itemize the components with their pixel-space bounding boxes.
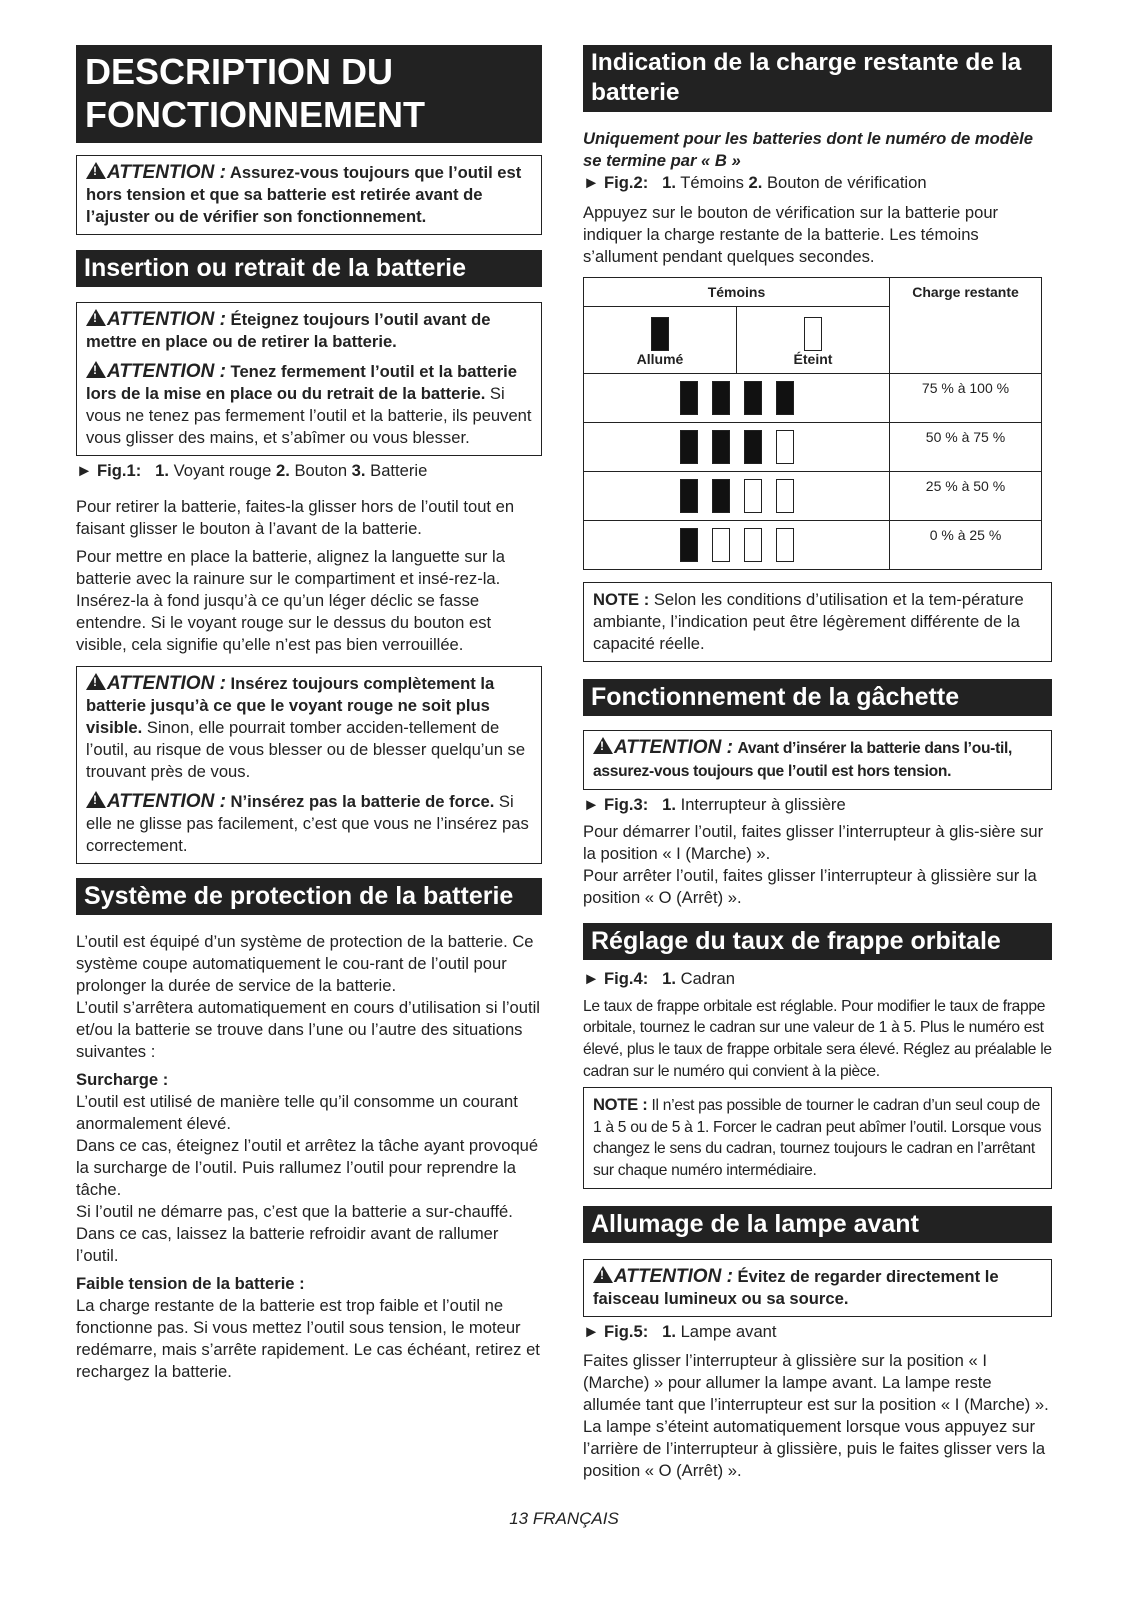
warning-text-rest: Sinon, elle pourrait tomber acciden-tellement de l’outil, au risque de vous blesser ou de blesser quelqu’un se trouvant près de vous.	[86, 718, 526, 781]
paragraph: Si l’outil ne démarre pas, c’est que la batterie a sur-chauffé. Dans ce cas, laissez la batterie refroidir avant de rallumer l’outil.	[76, 1202, 513, 1265]
attention-label: ATTENTION :	[107, 673, 226, 694]
warning-box-3	[76, 666, 542, 864]
warning-icon	[86, 309, 106, 326]
fig3-caption: ► Fig.3: 1. Interrupteur à glissière	[583, 794, 846, 814]
note-box-1	[583, 582, 1052, 662]
paragraph: Pour démarrer l’outil, faites glisser l’interrupteur à glis-sière sur la position « I (Marche) ».	[583, 821, 1044, 863]
attention-label: ATTENTION :	[614, 737, 733, 758]
legend-eteint: Éteint	[737, 307, 890, 374]
charge-percentage: 75 % à 100 %	[890, 374, 1042, 423]
left-column	[76, 45, 542, 1383]
paragraph: L’outil s’arrêtera automatiquement en cours d’utilisation si l’outil et/ou la batterie se trouve dans l’une ou l’autre des situations suivantes :	[76, 998, 540, 1061]
note-box-2	[583, 1087, 1052, 1189]
fig1-caption: ► Fig.1: 1. Voyant rouge 2. Bouton 3. Batterie	[76, 461, 428, 480]
warning-icon	[86, 162, 106, 179]
paragraph: Pour arrêter l’outil, faites glisser l’interrupteur à glissière sur la position « O (Arrêt) ».	[583, 865, 1037, 907]
note-label: NOTE :	[593, 1094, 648, 1114]
unlit-indicator-icon	[804, 317, 822, 351]
model-note: Uniquement pour les batteries dont le numéro de modèle se termine par « B »	[583, 129, 1033, 170]
warning-icon	[86, 791, 106, 808]
paragraph: Faites glisser l’interrupteur à glissière sur la position « I (Marche) » pour allumer la lampe avant. La lampe reste allumée tant que l’interrupteur est sur la position « I (Marche) ».	[583, 1350, 1049, 1414]
legend-allume: Allumé	[584, 307, 737, 374]
warning-text: N’insérez pas la batterie de force.	[230, 792, 495, 811]
section-title-frappe: Réglage du taux de frappe orbitale	[583, 923, 1052, 960]
subheading-faible-tension: Faible tension de la batterie :	[76, 1274, 305, 1293]
warning-box-5	[583, 1259, 1052, 1317]
warning-box-2	[76, 302, 542, 456]
paragraph: La lampe s’éteint automatiquement lorsque vous appuyez sur l’arrière de l’interrupteur à glissière, puis le faites glisser vers la position « O (Arrêt) ».	[583, 1416, 1046, 1480]
warning-box-1	[76, 155, 542, 235]
charge-row	[584, 423, 890, 472]
header-temoins: Témoins	[584, 278, 890, 307]
paragraph: Appuyez sur le bouton de vérification sur la batterie pour indiquer la charge restante de la batterie. Les témoins s’allument pendant quelques secondes.	[583, 203, 999, 266]
section-title-lampe: Allumage de la lampe avant	[583, 1206, 1052, 1243]
section-title-charge: Indication de la charge restante de la batterie	[583, 45, 1052, 112]
warning-text-rest: Si vous ne tenez pas fermement l’outil et la batterie, ils peuvent vous glisser des mains, et s’abîmer ou vous blesser.	[86, 384, 532, 447]
note-label: NOTE :	[593, 590, 650, 609]
section-title-insertion: Insertion ou retrait de la batterie	[76, 250, 542, 287]
warning-icon	[593, 737, 613, 754]
warning-text: Tenez fermement l’outil et la batterie lors de la mise en place ou du retrait de la batterie.	[86, 362, 518, 403]
warning-text: Éteignez toujours l’outil avant de mettre en place ou de retirer la batterie.	[86, 310, 491, 351]
charge-percentage: 50 % à 75 %	[890, 423, 1042, 472]
warning-box-4	[583, 730, 1052, 790]
right-column	[583, 45, 1052, 1482]
paragraph: La charge restante de la batterie est trop faible et l’outil ne fonctionne pas. Si vous mettez l’outil sous tension, le moteur redémarre, mais s’arrête rapidement. Le cas échéant, retirez et rechargez la batterie.	[76, 1296, 540, 1381]
charge-table	[583, 277, 1042, 570]
paragraph: L’outil est utilisé de manière telle qu’il consomme un courant anormalement élevé.	[76, 1092, 518, 1133]
attention-label: ATTENTION :	[107, 309, 226, 330]
paragraph: Pour retirer la batterie, faites-la glisser hors de l’outil tout en faisant glisser le bouton à l’avant de la batterie.	[76, 497, 515, 538]
paragraph: Dans ce cas, éteignez l’outil et arrêtez la tâche ayant provoqué la surcharge de l’outil. Puis rallumez l’outil pour reprendre la tâche.	[76, 1136, 539, 1199]
fig5-caption: ► Fig.5: 1. Lampe avant	[583, 1321, 777, 1341]
section-title-gachette: Fonctionnement de la gâchette	[583, 679, 1052, 716]
lit-indicator-icon	[651, 317, 669, 351]
warning-text: Assurez-vous toujours que l’outil est hors tension et que sa batterie est retirée avant de l’ajuster ou de vérifier son fonctionnement.	[86, 163, 522, 226]
warning-icon	[86, 361, 106, 378]
charge-percentage: 0 % à 25 %	[890, 521, 1042, 570]
attention-label: ATTENTION :	[107, 162, 226, 183]
warning-text-rest: Si elle ne glisse pas facilement, c’est que vous ne l’insérez pas correctement.	[86, 792, 529, 855]
paragraph: Le taux de frappe orbitale est réglable. Pour modifier le taux de frappe orbitale, tournez le cadran sur une valeur de 1 à 5. Plus le numéro est élevé, plus le taux de frappe orbitale sera élevé. Réglez au préalable le cadran sur le numéro qui convient à la pièce.	[583, 997, 1052, 1080]
main-title: DESCRIPTION DU FONCTIONNEMENT	[76, 45, 542, 143]
attention-label: ATTENTION :	[107, 791, 226, 812]
paragraph: L’outil est équipé d’un système de protection de la batterie. Ce système coupe automatiquement le cou-rant de l’outil pour prolonger la durée de service de la batterie.	[76, 932, 534, 995]
attention-label: ATTENTION :	[107, 361, 226, 382]
fig2-caption: ► Fig.2: 1. Témoins 2. Bouton de vérification	[583, 173, 927, 192]
note-text: Il n’est pas possible de tourner le cadran d’un seul coup de 1 à 5 ou de 5 à 1. Forcer le cadran peut abîmer l’outil. Lorsque vous changez le sens du cadran, tournez toujours le cadran en l’arrêtant sur chaque numéro intermédiaire.	[593, 1096, 1042, 1180]
header-charge: Charge restante	[890, 278, 1042, 374]
note-text: Selon les conditions d’utilisation et la tem-pérature ambiante, l’indication peut être légèrement différente de la capacité réelle.	[593, 590, 1024, 653]
charge-percentage: 25 % à 50 %	[890, 472, 1042, 521]
page-footer: 13 FRANÇAIS	[509, 1509, 619, 1528]
charge-row	[584, 374, 890, 423]
warning-icon	[593, 1266, 613, 1283]
warning-text: Évitez de regarder directement le faisceau lumineux ou sa source.	[593, 1266, 999, 1308]
attention-label: ATTENTION :	[614, 1265, 733, 1287]
warning-icon	[86, 673, 106, 690]
charge-row	[584, 521, 890, 570]
section-title-protection: Système de protection de la batterie	[76, 878, 542, 915]
warning-text: Insérez toujours complètement la batterie jusqu’à ce que le voyant rouge ne soit plus visible.	[86, 674, 495, 737]
paragraph: Pour mettre en place la batterie, alignez la languette sur la batterie avec la rainure sur le compartiment et insé-rez-la. Insérez-la à fond jusqu’à ce qu’un léger déclic se fasse entendre. Si le voyant rouge sur le dessus du bouton est visible, cela signifie qu’elle n’est pas bien verrouillée.	[76, 547, 505, 654]
subheading-surcharge: Surcharge :	[76, 1070, 169, 1089]
charge-row	[584, 472, 890, 521]
fig4-caption: ► Fig.4: 1. Cadran	[583, 968, 736, 988]
warning-text: Avant d’insérer la batterie dans l’ou-til, assurez-vous toujours que l’outil est hors tension.	[593, 740, 1013, 780]
